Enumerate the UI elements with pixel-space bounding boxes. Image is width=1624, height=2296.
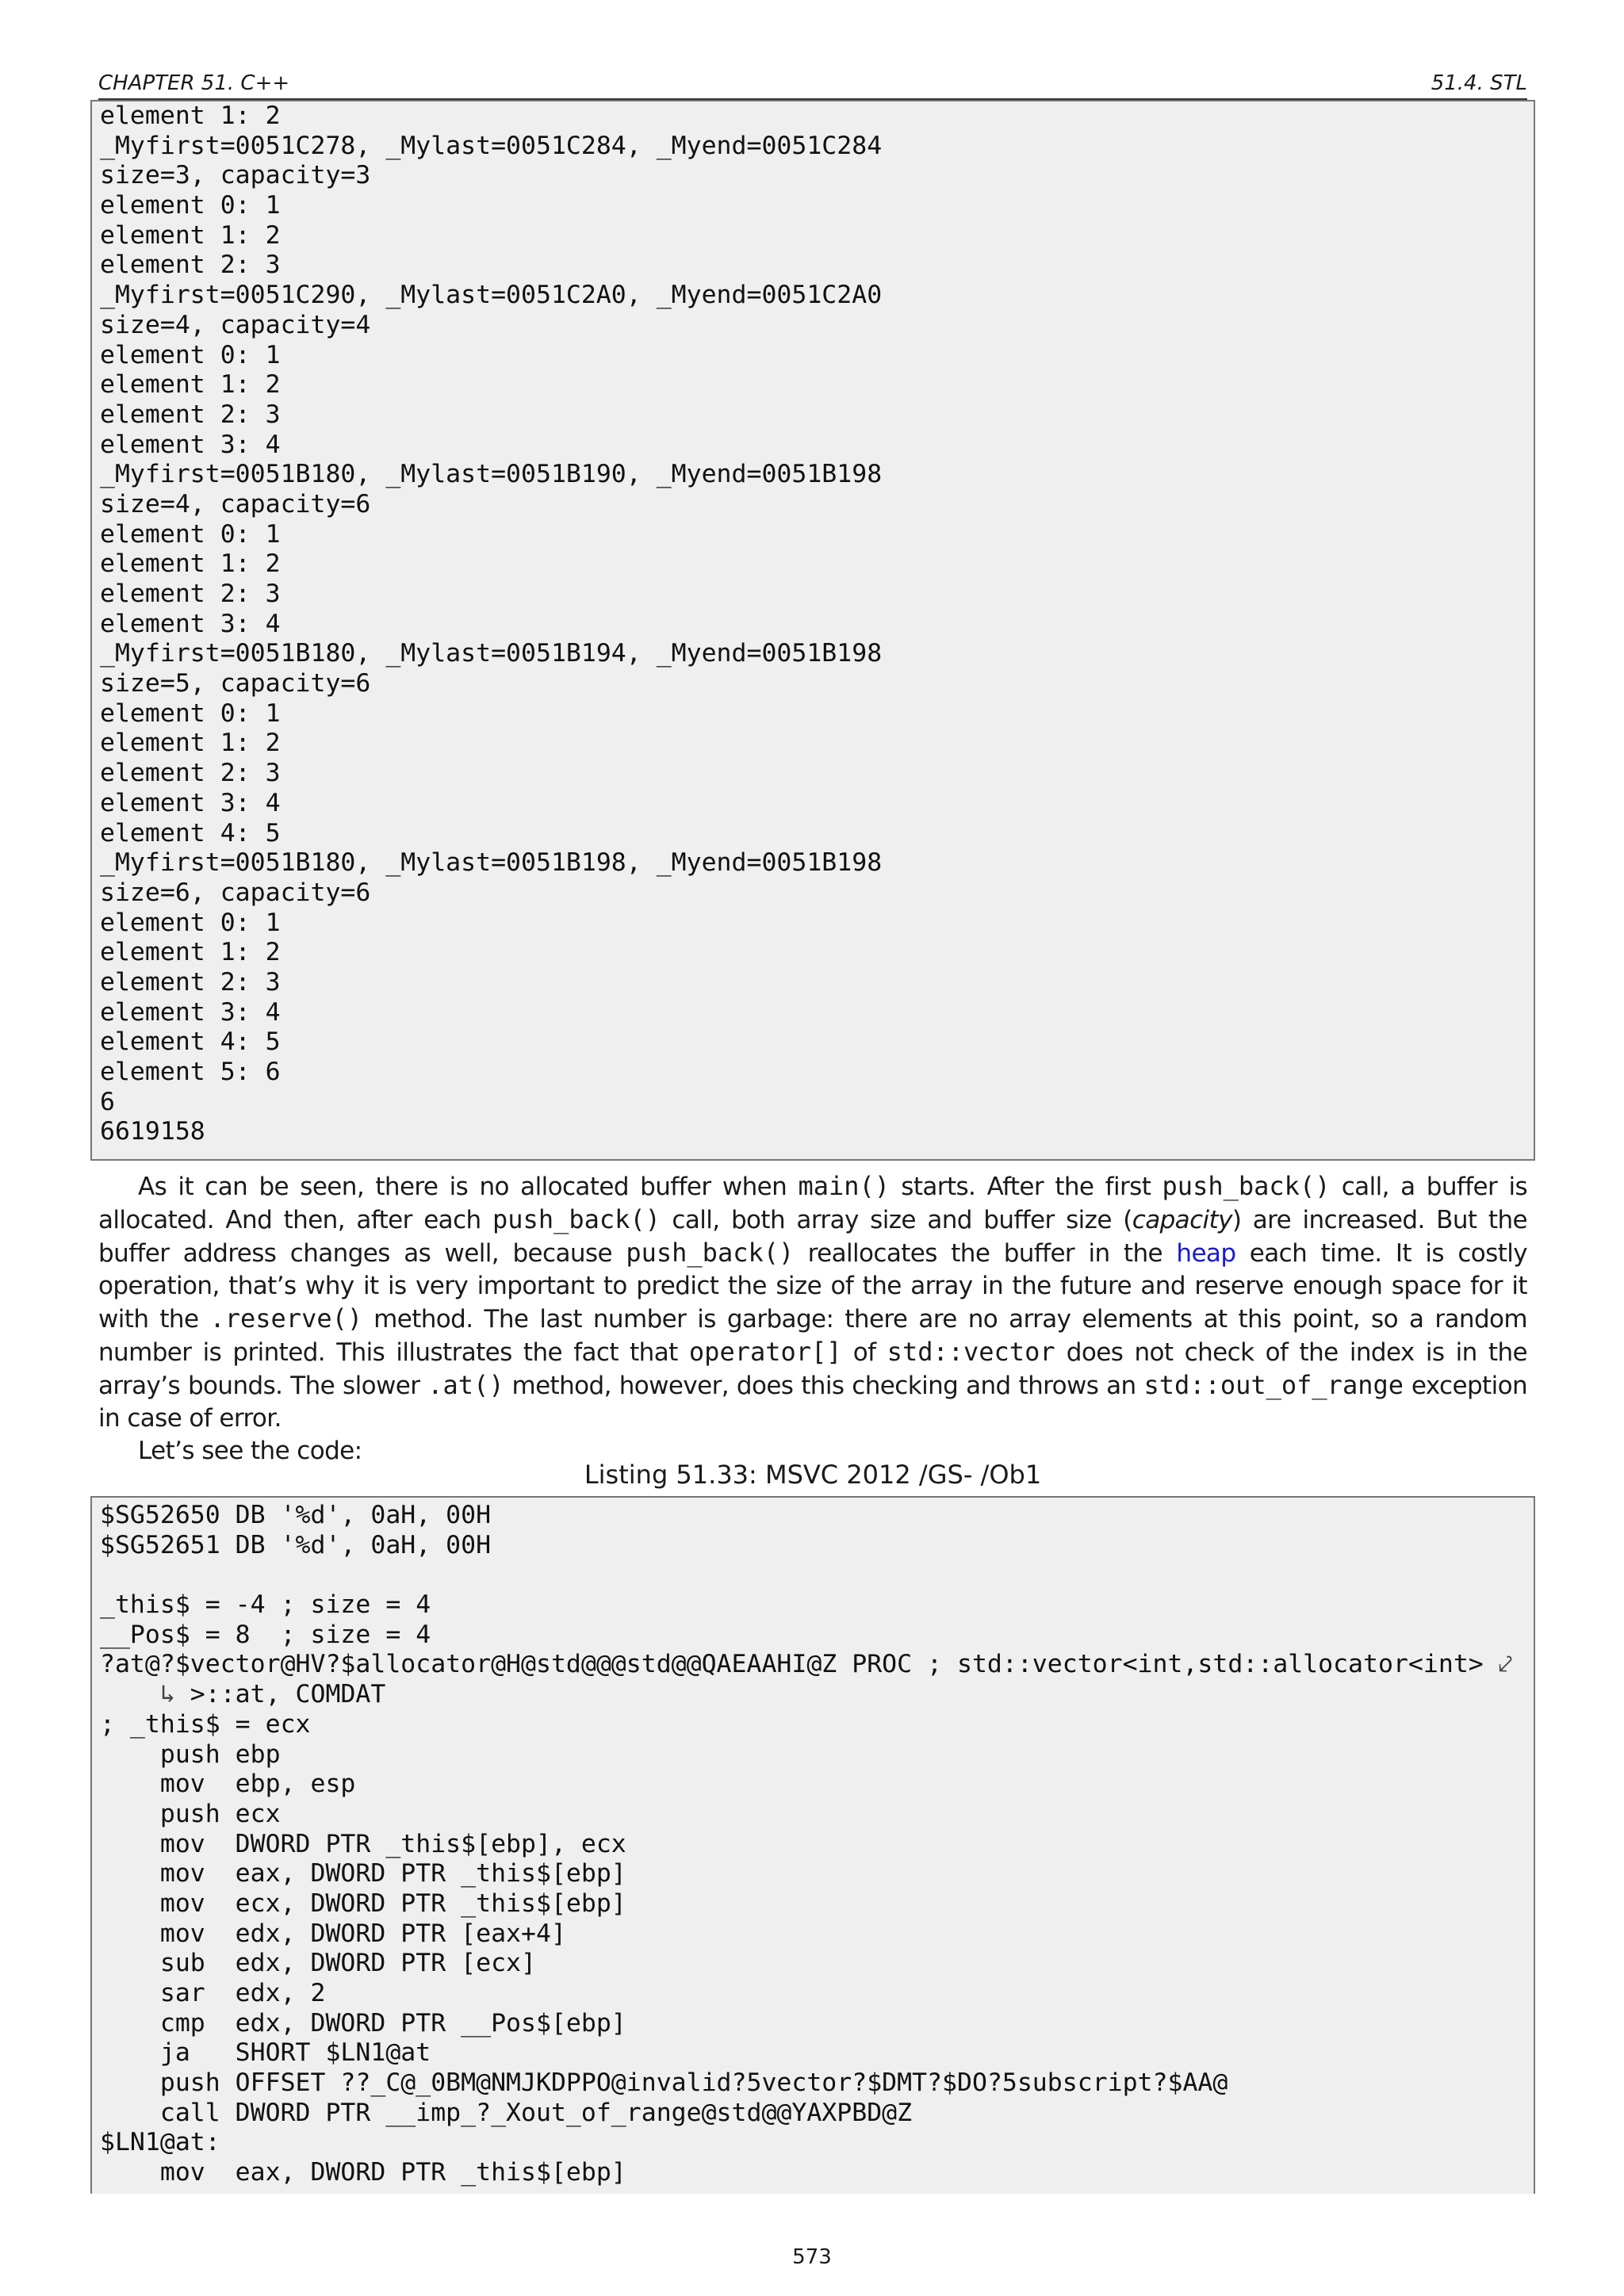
code-line: ; _this$ = ecx [100,1709,311,1739]
code-line: element 4: 5 [100,1027,281,1057]
inline-code: std::out_of_range [1143,1370,1404,1400]
code-line: mov eax, DWORD PTR _this$[ebp] [100,2158,626,2187]
code-line: sar edx, 2 [100,1979,326,2007]
code-line: element 2: 3 [100,759,281,788]
text-run: of [841,1338,887,1367]
section-title: 51.4. STL [1431,71,1527,95]
code-line: element 1: 2 [100,938,281,967]
code-line: $SG52650 DB '%d', 0aH, 00H [100,1501,492,1529]
code-line: push ebp [100,1739,281,1769]
code-line: element 1: 2 [100,729,281,758]
text-run: call, both array size and buffer size ( [660,1206,1132,1234]
inline-code: main() [798,1171,891,1201]
inline-code: push_back() [1162,1171,1331,1201]
listing-caption: Listing 51.33: MSVC 2012 /GS- /Ob1 [584,1460,1042,1490]
code-line: element 3: 4 [100,430,281,459]
code-line: element 2: 3 [100,580,281,608]
code-line: element 0: 1 [100,908,281,937]
text-run: does not check of the index is in the array’s bounds. The slower [98,1338,1527,1400]
proc-continuation: >::at, COMDAT [174,1680,386,1709]
code-line: $SG52651 DB '%d', 0aH, 00H [100,1530,492,1559]
code-line: _Myfirst=0051B180, _Mylast=0051B194, _Myend=0051B198 [100,639,883,668]
code-line: element 0: 1 [100,191,281,220]
code-line: push ecx [100,1799,281,1828]
code-line: element 1: 2 [100,101,281,130]
inline-code: operator[] [688,1337,842,1367]
page-number: 573 [792,2245,832,2269]
code-line: _Myfirst=0051C278, _Mylast=0051C284, _Myend=0051C284 [100,131,883,160]
code-line: element 5: 6 [100,1058,281,1086]
explanation-paragraph [98,1170,1527,1435]
line-wrap-icon: ⤦ [1498,1650,1513,1679]
code-line: element 1: 2 [100,549,281,579]
code-line: mov edx, DWORD PTR [eax+4] [100,1919,566,1948]
lead-in-paragraph: Let’s see the code: [138,1437,362,1465]
text-run: exception in case of error. [98,1372,1527,1433]
code-line: element 3: 4 [100,997,281,1027]
code-line: element 1: 2 [100,220,281,250]
code-line: call DWORD PTR __imp_?_Xout_of_range@std@@YAXPBD@Z [100,2098,913,2127]
code-line: element 0: 1 [100,698,281,728]
body-text [98,1170,1527,1468]
code-line: push OFFSET ??_C@_0BM@NMJKDPPO@invalid?5vector?$DMT?$DO?5subscript?$AA@ [100,2068,1228,2098]
emphasis: capacity [1132,1206,1232,1234]
assembly-listing [90,1496,1535,2194]
code-line: $LN1@at: [100,2128,220,2157]
code-line: element 1: 2 [100,370,281,400]
inline-code: std::vector [887,1337,1055,1367]
code-line: element 2: 3 [100,251,281,280]
text-run: call, a buffer is allocated. And then, after each [98,1173,1528,1234]
code-line: 6 [100,1087,115,1116]
program-output-listing [90,100,1535,1161]
inline-code: push_back() [626,1238,795,1268]
code-line: _this$ = -4 ; size = 4 [100,1590,431,1620]
inline-code: .at() [427,1370,504,1400]
text-run: each time. It is costly operation, that’s why it is very important to predict the size of the array in the future and reserve enough space for it with the [98,1239,1528,1334]
code-line: element 2: 3 [100,400,281,429]
code-line [92,1560,1534,1590]
code-line: element 0: 1 [100,340,281,369]
code-line: element 3: 4 [100,609,281,638]
code-line: cmp edx, DWORD PTR __Pos$[ebp] [100,2008,626,2038]
code-line: element 0: 1 [100,519,281,549]
code-line: size=4, capacity=6 [100,489,371,519]
code-line: element 4: 5 [100,818,281,848]
proc-declaration: ?at@?$vector@HV?$allocator@H@std@@@std@@QAEAAHI@Z PROC ; std::vector<int,std::allocator<int> [100,1650,1499,1679]
text-run: starts. After the first [890,1173,1162,1201]
continuation-arrow-icon: ↳ [159,1680,175,1709]
glossary-link-heap[interactable]: heap [1176,1239,1236,1268]
code-line: element 2: 3 [100,967,281,997]
inline-code: push_back() [492,1204,661,1234]
code-line: size=6, capacity=6 [100,878,371,907]
text-run: As it can be seen, there is no allocated buffer when [138,1173,799,1201]
text-run: reallocates the buffer in the [794,1239,1177,1268]
code-line: element 3: 4 [100,788,281,817]
text-run: method. The last number is garbage: there are no array elements at this point, so a random number is printed. This illustrates the fact that [98,1305,1527,1367]
code-line [92,1650,1534,1680]
code-line: mov ecx, DWORD PTR _this$[ebp] [100,1888,626,1918]
chapter-title: CHAPTER 51. C++ [98,71,290,95]
code-line: _Myfirst=0051B180, _Mylast=0051B198, _Myend=0051B198 [100,848,883,878]
code-line: sub edx, DWORD PTR [ecx] [100,1949,536,1978]
code-line: mov DWORD PTR _this$[ebp], ecx [100,1829,626,1858]
code-line: size=4, capacity=4 [100,310,371,339]
code-line: _Myfirst=0051C290, _Mylast=0051C2A0, _Myend=0051C2A0 [100,281,883,310]
code-line [92,1680,1534,1710]
code-line: size=5, capacity=6 [100,669,371,698]
code-line: ja SHORT $LN1@at [100,2038,431,2068]
code-line: mov eax, DWORD PTR _this$[ebp] [100,1859,626,1888]
text-run: method, however, does this checking and throws an [504,1372,1144,1400]
code-line: size=3, capacity=3 [100,161,371,190]
code-line: __Pos$ = 8 ; size = 4 [100,1620,431,1649]
running-header [98,68,1527,100]
text-run: ) are increased. But the buffer address changes as well, because [98,1206,1527,1268]
code-line: 6619158 [100,1117,205,1146]
inline-code: .reserve() [209,1303,363,1334]
code-line: mov ebp, esp [100,1770,356,1799]
code-line: _Myfirst=0051B180, _Mylast=0051B190, _Myend=0051B198 [100,460,883,489]
